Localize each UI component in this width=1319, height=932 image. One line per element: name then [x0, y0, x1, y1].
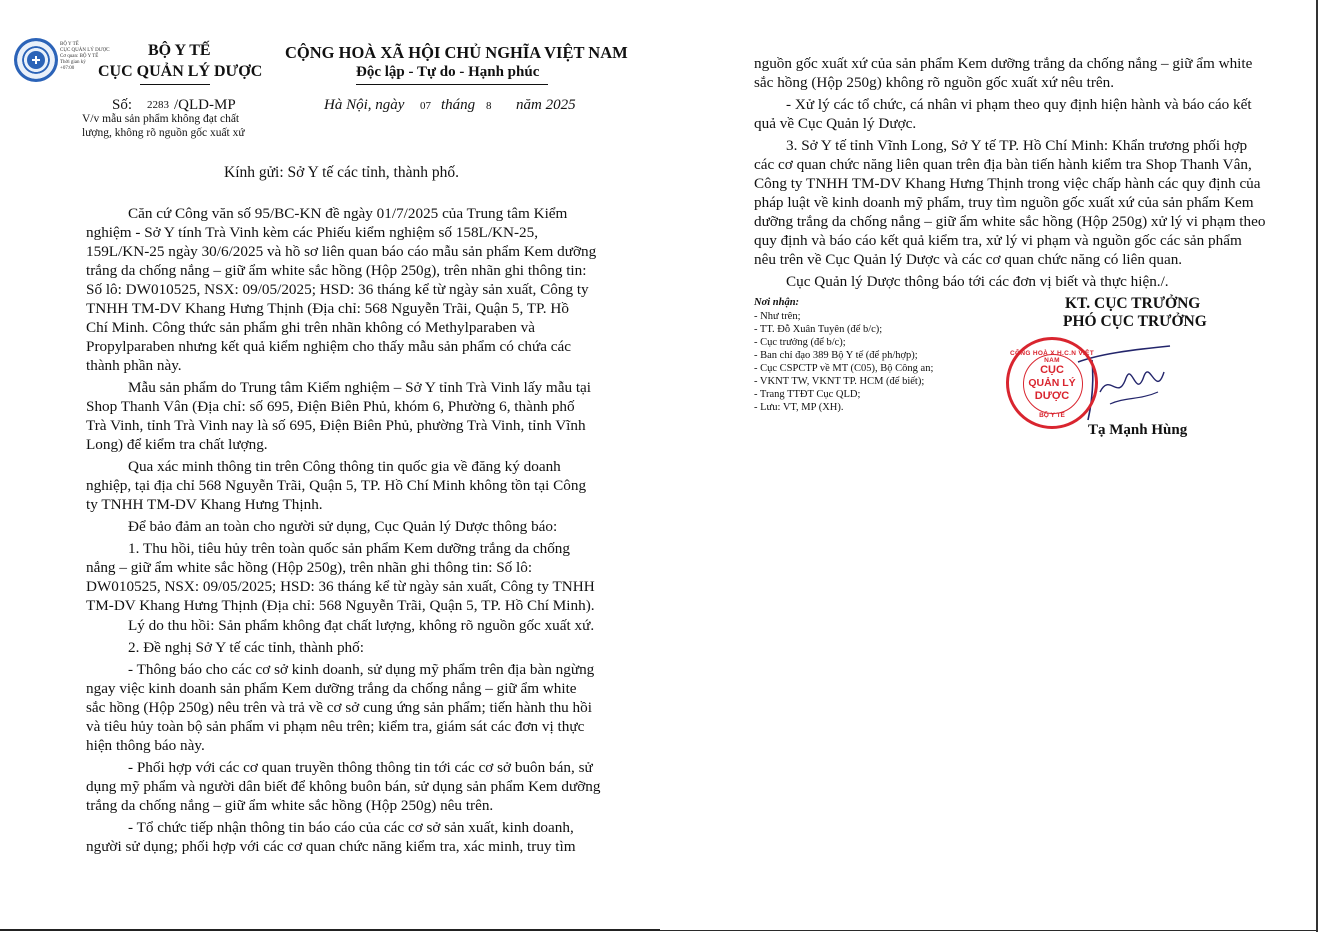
- recipient-item: - Như trên;: [754, 311, 801, 322]
- body-line: trắng da chống nắng – giữ ẩm white sắc hồng (Hộp 250g), trên nhãn ghi thông tin:: [86, 262, 587, 279]
- body-line: - Xử lý các tổ chức, cá nhân vi phạm theo quy định hiện hành và báo cáo kết: [786, 96, 1252, 113]
- date-month-label: tháng: [441, 97, 476, 113]
- agency-name: CỤC QUẢN LÝ DƯỢC: [98, 63, 263, 80]
- recipient-item: - Lưu: VT, MP (XH).: [754, 402, 844, 413]
- doc-number-suffix: /QLD-MP: [174, 97, 236, 113]
- motto: Độc lập - Tự do - Hạnh phúc: [356, 64, 540, 80]
- date-day: 07: [420, 100, 431, 112]
- body-line: nắng – giữ ẩm white sắc hồng (Hộp 250g), trên nhãn ghi thông tin: Số lô:: [86, 559, 533, 576]
- signer-subtitle: PHÓ CỤC TRƯỞNG: [1063, 313, 1207, 330]
- ministry-name: BỘ Y TẾ: [148, 42, 211, 59]
- stamp-center-text: CỤC: [1040, 364, 1064, 376]
- body-line: quả về Cục Quản lý Dược.: [754, 115, 917, 132]
- body-line: 159L/KN-25 ngày 30/6/2025 và hồ sơ liên quan báo cáo mẫu sản phẩm Kem dưỡng: [86, 243, 597, 260]
- signer-title: KT. CỤC TRƯỞNG: [1065, 295, 1201, 312]
- stamp-center-text: QUẢN LÝ: [1028, 377, 1076, 389]
- body-line: Lý do thu hồi: Sản phẩm không đạt chất lượng, không rõ nguồn gốc xuất xứ.: [128, 617, 595, 634]
- body-line: trắng da chống nắng – giữ ẩm white sắc hồng (Hộp 250g) nêu trên.: [86, 797, 494, 814]
- subject-line: lượng, không rõ nguồn gốc xuất xứ: [82, 127, 245, 139]
- stamp-center-text: DƯỢC: [1034, 390, 1070, 402]
- subject-line: V/v mẫu sản phẩm không đạt chất: [82, 113, 240, 125]
- recipients-title: Nơi nhận:: [754, 297, 800, 308]
- digital-sign-line: BỘ Y TẾ: [60, 42, 79, 47]
- date-year: năm 2025: [516, 97, 576, 113]
- header-underline: [140, 84, 210, 85]
- national-title: CỘNG HOÀ XÃ HỘI CHỦ NGHĨA VIỆT NAM: [285, 43, 628, 62]
- body-line: Số lô: DW010525, NSX: 09/05/2025; HSD: 36 tháng kể từ ngày sản xuất, Công ty: [86, 281, 589, 298]
- body-line: dụng mỹ phẩm và người dân biết để không buôn bán, sử dụng sản phẩm Kem dưỡng: [86, 778, 601, 795]
- digital-sign-line: Thời gian ký: [60, 60, 86, 65]
- recipient-item: - VKNT TW, VKNT TP. HCM (để biết);: [754, 376, 925, 387]
- body-line: Long) để kiểm tra chất lượng.: [86, 436, 268, 453]
- body-line: Cục Quản lý Dược thông báo tới các đơn vị biết và thực hiện./.: [786, 273, 1169, 290]
- body-line: ty TNHH TM-DV Khang Hưng Thịnh.: [86, 496, 323, 513]
- body-line: - Phối hợp với các cơ quan truyền thông thông tin tới các cơ sở buôn bán, sử: [128, 759, 593, 776]
- body-line: người sử dụng; phối hợp với các cơ quan chức năng kiểm tra, xác minh, truy tìm: [86, 838, 576, 855]
- body-line: 3. Sở Y tế tỉnh Vĩnh Long, Sở Y tế TP. Hồ Chí Minh: Khẩn trương phối hợp: [786, 137, 1248, 154]
- body-line: - Tổ chức tiếp nhận thông tin báo cáo của các cơ sở sản xuất, kinh doanh,: [128, 819, 574, 836]
- body-line: thành phần này.: [86, 357, 182, 374]
- body-line: Propylparaben nhưng kết quả kiểm nghiệm cho thấy mẫu sản phẩm có chứa các: [86, 338, 572, 355]
- recipient-item: - Cục trưởng (để b/c);: [754, 337, 846, 348]
- body-line: và tiêu hủy toàn bộ sản phẩm vi phạm nêu trên; kiểm tra, giám sát các đơn vị thực: [86, 718, 585, 735]
- body-line: sắc hồng (Hộp 250g) nêu trên và trả về cơ sở cung ứng sản phẩm; tiến hành thu hồi: [86, 699, 592, 716]
- page-2: [660, 0, 1319, 932]
- body-line: sắc hồng (Hộp 250g) không rõ nguồn gốc xuất xứ nêu trên.: [754, 74, 1115, 91]
- body-line: quy định và báo cáo kết quả kiểm tra, xử lý vi phạm và nguồn gốc các sản phẩm: [754, 232, 1242, 249]
- recipient-item: - TT. Đỗ Xuân Tuyên (để b/c);: [754, 324, 883, 335]
- date-month: 8: [486, 100, 492, 112]
- body-line: nguồn gốc xuất xứ của sản phẩm Kem dưỡng trắng da chống nắng – giữ ẩm white: [754, 55, 1253, 72]
- body-line: Trà Vinh, tỉnh Trà Vinh nay là số 695, Điện Biên Phủ, phường Trà Vinh, tỉnh Vĩnh: [86, 417, 586, 434]
- body-line: nêu trên về Cục Quản lý Dược và các cơ quan chức năng có liên quan.: [754, 251, 1183, 268]
- recipient-item: - Ban chỉ đạo 389 Bộ Y tế (để ph/hợp);: [754, 350, 918, 361]
- body-line: các cơ quan chức năng liên quan trên địa bàn tiến hành kiểm tra Shop Thanh Vân,: [754, 156, 1252, 173]
- body-line: pháp luật về kinh doanh mỹ phẩm, truy tìm nguồn gốc xuất xứ của sản phẩm Kem: [754, 194, 1254, 211]
- motto-underline: [356, 84, 548, 85]
- body-line: Shop Thanh Vân (Địa chỉ: số 695, Điện Biên Phủ, khóm 6, Phường 6, thành phố: [86, 398, 575, 415]
- body-line: Chí Minh. Công thức sản phẩm ghi trên nhãn không có Methylparaben và: [86, 319, 536, 336]
- body-line: nghiệp, tại địa chỉ 568 Nguyễn Trãi, Quận 5, TP. Hồ Chí Minh không tồn tại Công: [86, 477, 587, 494]
- stamp-bottom-text: BỘ Y TẾ: [1039, 412, 1065, 419]
- body-line: nghiệm - Sở Y tính Trà Vinh kèm các Phiếu kiểm nghiệm số 158L/KN-25,: [86, 224, 539, 241]
- body-line: 1. Thu hồi, tiêu hủy trên toàn quốc sản phẩm Kem dưỡng trắng da chống: [128, 540, 570, 557]
- doc-number-label: Số:: [112, 97, 133, 113]
- body-line: Công ty TNHH TM-DV Khang Hưng Thịnh trong việc chấp hành các quy định của: [754, 175, 1261, 192]
- digital-sign-line: Cơ quan: BỘ Y TẾ: [60, 54, 99, 59]
- ministry-logo: [14, 38, 58, 82]
- body-line: 2. Đề nghị Sở Y tế các tỉnh, thành phố:: [128, 639, 364, 656]
- body-line: Căn cứ Công văn số 95/BC-KN đề ngày 01/7/2025 của Trung tâm Kiểm: [128, 205, 568, 222]
- body-line: hiện thông báo này.: [86, 737, 205, 754]
- body-line: DW010525, NSX: 09/05/2025; HSD: 36 tháng kể từ ngày sản xuất, Công ty TNHH: [86, 578, 595, 595]
- date-prefix: Hà Nội, ngày: [324, 97, 405, 113]
- recipient-item: - Cục CSPCTP về MT (C05), Bộ Công an;: [754, 363, 934, 374]
- body-line: Để bảo đảm an toàn cho người sử dụng, Cục Quản lý Dược thông báo:: [128, 518, 558, 535]
- digital-sign-line: CỤC QUẢN LÝ DƯỢC: [60, 48, 110, 53]
- salutation: Kính gửi: Sở Y tế các tỉnh, thành phố.: [224, 164, 459, 181]
- body-line: - Thông báo cho các cơ sở kinh doanh, sử dụng mỹ phẩm trên địa bàn ngừng: [128, 661, 595, 678]
- signer-name: Tạ Mạnh Hùng: [1088, 422, 1188, 438]
- body-line: TM-DV Khang Hưng Thịnh (Địa chỉ: 568 Nguyễn Trãi, Quận 5, TP. Hồ Chí Minh).: [86, 597, 595, 614]
- body-line: Qua xác minh thông tin trên Công thông tin quốc gia về đăng ký doanh: [128, 458, 561, 475]
- stamp-ring-text: CỘNG HOÀ X.H.C.N VIỆT NAM: [1010, 350, 1094, 364]
- official-stamp: [1006, 337, 1098, 429]
- doc-number-value: 2283: [147, 99, 169, 111]
- recipient-item: - Trang TTĐT Cục QLD;: [754, 389, 861, 400]
- body-line: TNHH TM-DV Khang Hưng Thịnh (Địa chỉ: 568 Nguyễn Trãi, Quận 5, TP. Hồ: [86, 300, 569, 317]
- body-line: ngay việc kinh doanh sản phẩm Kem dưỡng trắng da chống nắng – giữ ẩm white: [86, 680, 577, 697]
- digital-sign-line: +07:00: [60, 66, 75, 71]
- body-line: dưỡng trắng da chống nắng – giữ ẩm white sắc hồng (Hộp 250g) xử lý vi phạm theo: [754, 213, 1266, 230]
- body-line: Mẫu sản phẩm do Trung tâm Kiểm nghiệm – Sở Y tỉnh Trà Vinh lấy mẫu tại: [128, 379, 592, 396]
